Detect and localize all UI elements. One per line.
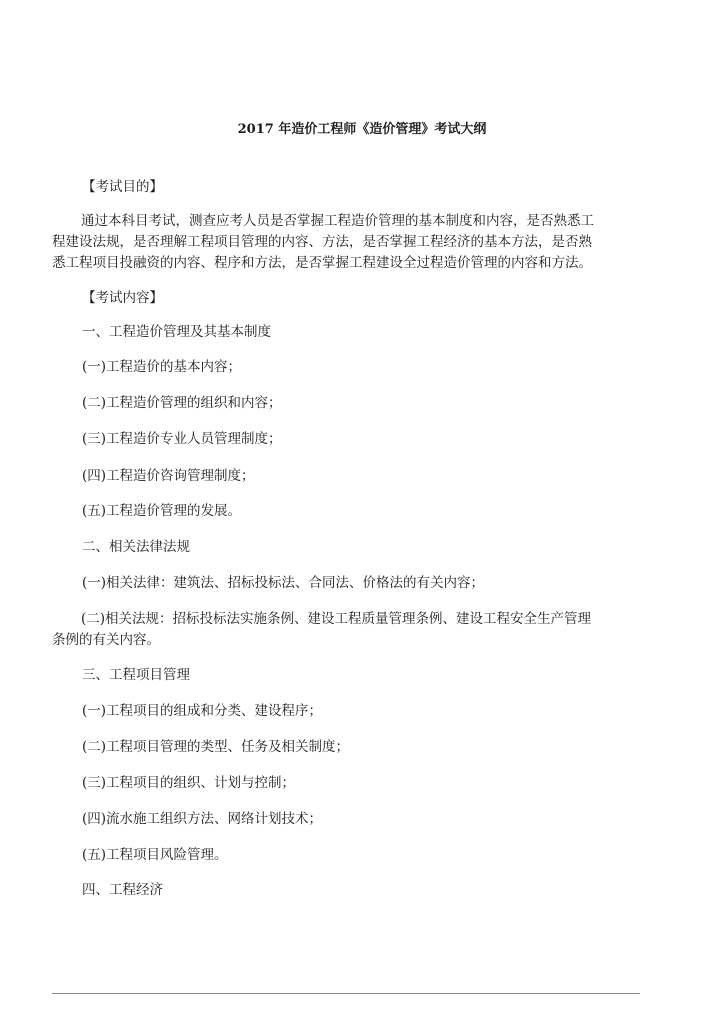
purpose-line: 悉工程项目投融资的内容、程序和方法，是否掌握工程建设全过程造价管理的内容和方法。 [52, 255, 592, 271]
section-item: (四)工程造价咨询管理制度； [82, 468, 255, 484]
section-item: (五)工程项目风险管理。 [82, 847, 228, 863]
section-item-line: 条例的有关内容。 [52, 632, 160, 648]
section-item: (一)工程项目的组成和分类、建设程序； [82, 703, 323, 719]
section-title: 四、工程经济 [82, 882, 163, 898]
section-item: (二)工程项目管理的类型、任务及相关制度； [82, 739, 350, 755]
footer-divider [52, 993, 640, 994]
purpose-line: 程建设法规，是否理解工程项目管理的内容、方法，是否掌握工程经济的基本方法，是否熟 [52, 234, 592, 250]
section-title: 一、工程造价管理及其基本制度 [82, 324, 271, 340]
section-item: (一)相关法律：建筑法、招标投标法、合同法、价格法的有关内容； [82, 575, 485, 591]
section-title: 三、工程项目管理 [82, 667, 190, 683]
section-item: (三)工程造价专业人员管理制度； [82, 431, 282, 447]
section-item: (四)流水施工组织方法、网络计划技术； [82, 811, 323, 827]
section-item: (三)工程项目的组织、计划与控制； [82, 775, 296, 791]
document-title: 2017 年造价工程师《造价管理》考试大纲 [237, 122, 487, 137]
section-item: (二)工程造价管理的组织和内容； [82, 395, 282, 411]
section-item-line: (二)相关法规：招标投标法实施条例、建设工程质量管理条例、建设工程安全生产管理 [81, 611, 592, 627]
content-heading: 【考试内容】 [82, 290, 163, 306]
section-item-paragraph [52, 609, 652, 651]
purpose-heading: 【考试目的】 [82, 179, 163, 195]
section-item: (五)工程造价管理的发展。 [82, 503, 242, 519]
section-item: (一)工程造价的基本内容； [82, 359, 242, 375]
purpose-line: 通过本科目考试，测查应考人员是否掌握工程造价管理的基本制度和内容，是否熟悉工 [81, 213, 594, 229]
purpose-paragraph [52, 211, 652, 274]
section-title: 二、相关法律法规 [82, 539, 190, 555]
